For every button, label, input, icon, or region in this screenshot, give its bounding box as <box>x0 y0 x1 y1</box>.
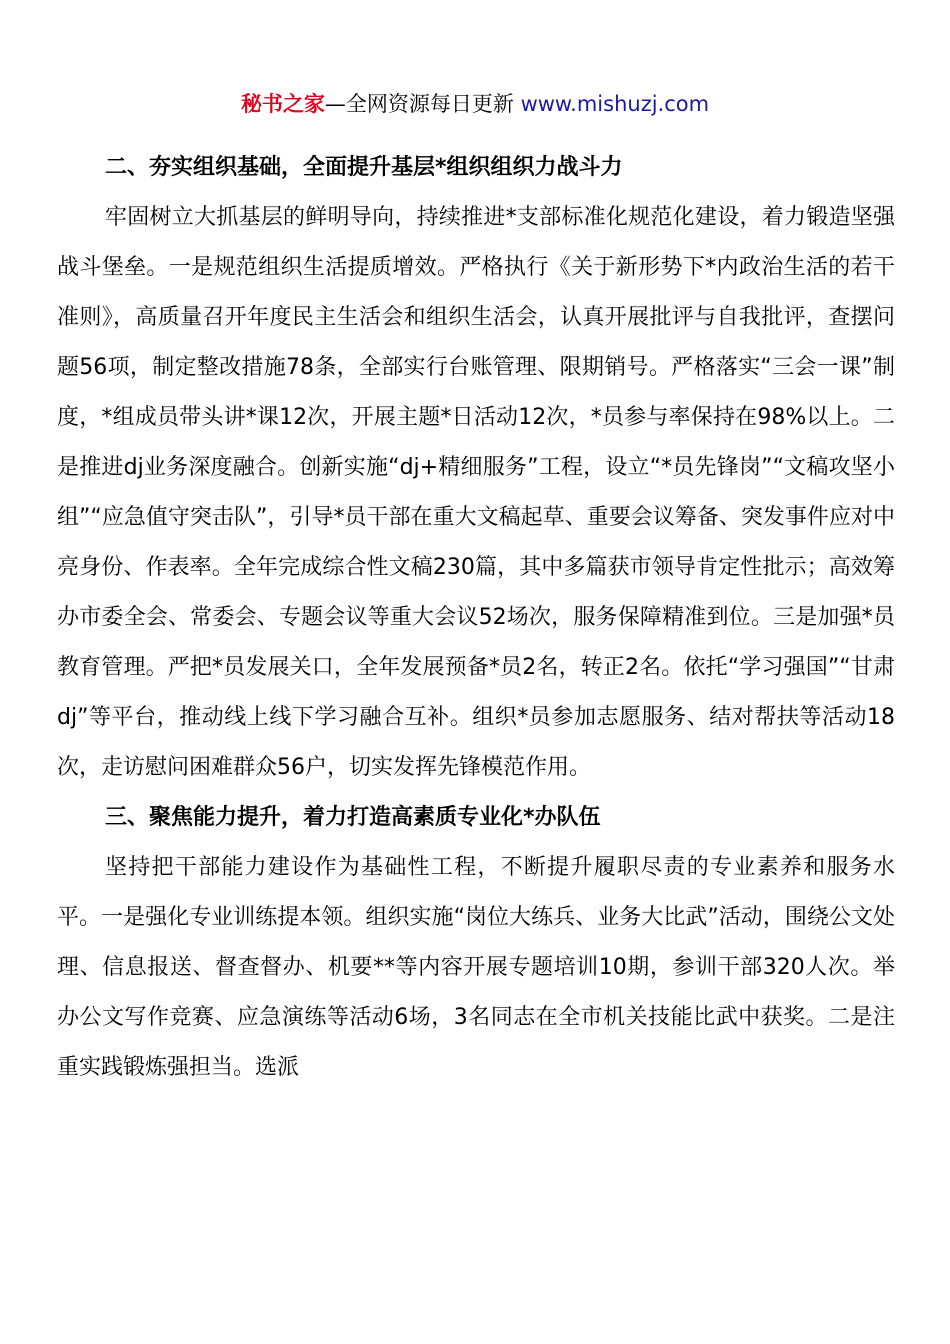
site-brand: 秘书之家 <box>240 92 325 116</box>
section-heading-2: 二、夯实组织基础，全面提升基层*组织组织力战斗力 <box>105 155 623 180</box>
site-header <box>0 88 950 120</box>
document-body <box>57 143 895 1093</box>
section-heading-3: 三、聚焦能力提升，着力打造高素质专业化*办队伍 <box>105 805 601 830</box>
site-tagline: —全网资源每日更新 <box>324 92 521 116</box>
section-paragraph-3: 坚持把干部能力建设作为基础性工程，不断提升履职尽责的专业素养和服务水平。一是强化专业训练提本领。组织实施“岗位大练兵、业务大比武”活动，围绕公文处理、信息报送、督查督办、机要**等内容开展专题培训10期，参训干部320人次。举办公文写作竞赛、应急演练等活动6场，3名同志在全市机关技能比武中获奖。二是注重实践锻炼强担当。选派 <box>57 855 895 1080</box>
section-paragraph-2: 牢固树立大抓基层的鲜明导向，持续推进*支部标准化规范化建设，着力锻造坚强战斗堡垒。一是规范组织生活提质增效。严格执行《关于新形势下*内政治生活的若干准则》，高质量召开年度民主生活会和组织生活会，认真开展批评与自我批评，查摆问题56项，制定整改措施78条，全部实行台账管理、限期销号。严格落实“三会一课”制度，*组成员带头讲*课12次，开展主题*日活动12次，*员参与率保持在98%以上。二是推进dj业务深度融合。创新实施“dj+精细服务”工程，设立“*员先锋岗”“文稿攻坚小组”“应急值守突击队”，引导*员干部在重大文稿起草、重要会议筹备、突发事件应对中亮身份、作表率。全年完成综合性文稿230篇，其中多篇获市领导肯定性批示；高效筹办市委全会、常委会、专题会议等重大会议52场次，服务保障精准到位。三是加强*员教育管理。严把*员发展关口，全年发展预备*员2名，转正2名。依托“学习强国”“甘肃dj”等平台，推动线上线下学习融合互补。组织*员参加志愿服务、结对帮扶等活动18次，走访慰问困难群众56户，切实发挥先锋模范作用。 <box>57 205 895 780</box>
site-url-link[interactable]: www.mishuzj.com <box>520 92 710 116</box>
